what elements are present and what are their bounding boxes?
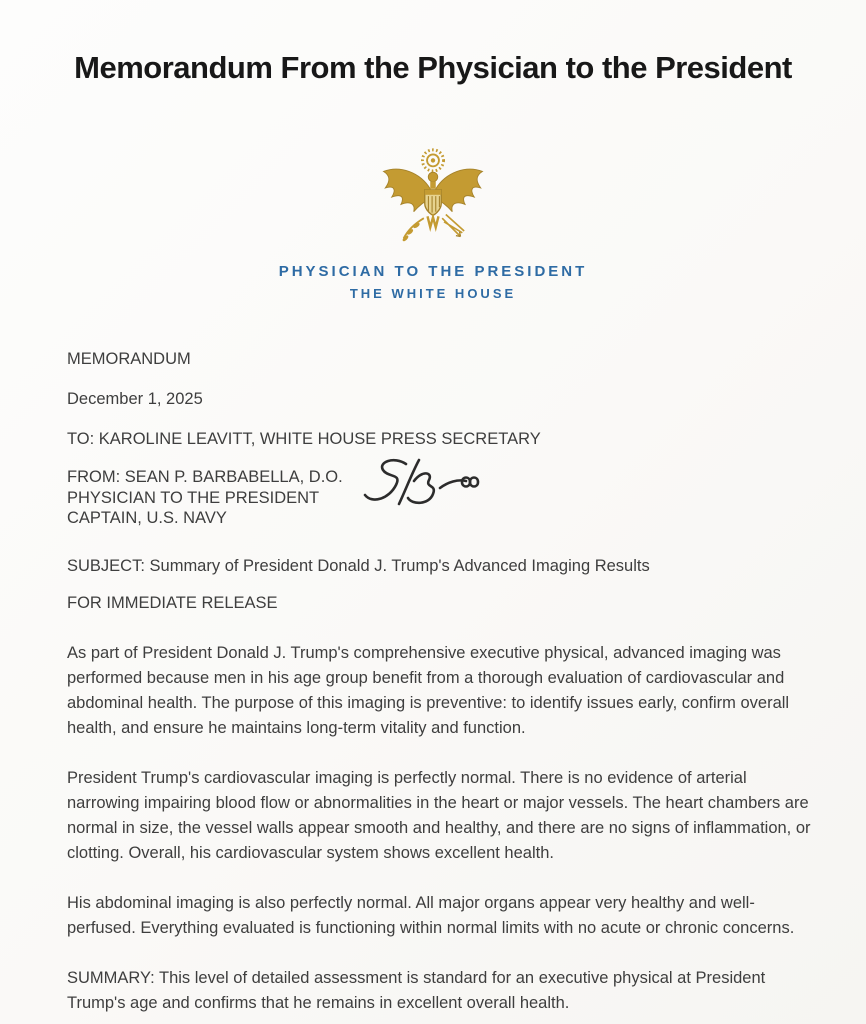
memo-to-line: TO: KAROLINE LEAVITT, WHITE HOUSE PRESS SECRETARY [67,430,541,448]
letterhead-whitehouse-line: THE WHITE HOUSE [349,286,517,301]
letterhead-office-line: PHYSICIAN TO THE PRESIDENT [278,263,588,280]
presidential-eagle-seal-icon [378,144,488,252]
memo-from-title: PHYSICIAN TO THE PRESIDENT [67,488,320,507]
memo-label: MEMORANDUM [67,350,191,368]
memo-paragraph-summary: SUMMARY: This level of detailed assessment is standard for an executive physical at President Trump's age and confirms that he remains in excellent overall health. [67,968,766,1012]
memo-paragraph-1: As part of President Donald J. Trump's comprehensive executive physical, advanced imaging was performed because men in his age group benefit from a thorough evaluation of cardiovascular and abdominal health. The purpose of this imaging is preventive: to identify issues early, confirm overall health, and ensure he maintains long-term vitality and function. [67,643,790,737]
memo-release-line: FOR IMMEDIATE RELEASE [67,593,278,612]
memo-date: December 1, 2025 [67,390,203,408]
memo-subject-line: SUBJECT: Summary of President Donald J. Trump's Advanced Imaging Results [67,556,650,575]
memo-body [67,347,820,1016]
memo-paragraph-3: His abdominal imaging is also perfectly normal. All major organs appear very healthy and well-perfused. Everything evaluated is functioning within normal limits with no acute or chronic concerns. [67,893,795,937]
memo-paragraph-2: President Trump's cardiovascular imaging is perfectly normal. There is no evidence of arterial narrowing impairing blood flow or abnormalities in the heart or major vessels. The heart chambers are normal in size, the vessel walls appear smooth and healthy, and there are no signs of inflammation, or clotting. Overall, his cardiovascular system shows excellent health. [67,768,811,862]
memo-from-line: FROM: SEAN P. BARBABELLA, D.O. [67,468,343,486]
page-title: Memorandum From the Physician to the President [74,50,792,85]
memo-from-rank: CAPTAIN, U.S. NAVY [67,509,227,527]
letterhead [0,144,866,301]
memo-from-block [67,467,820,529]
signature-image [362,455,492,511]
